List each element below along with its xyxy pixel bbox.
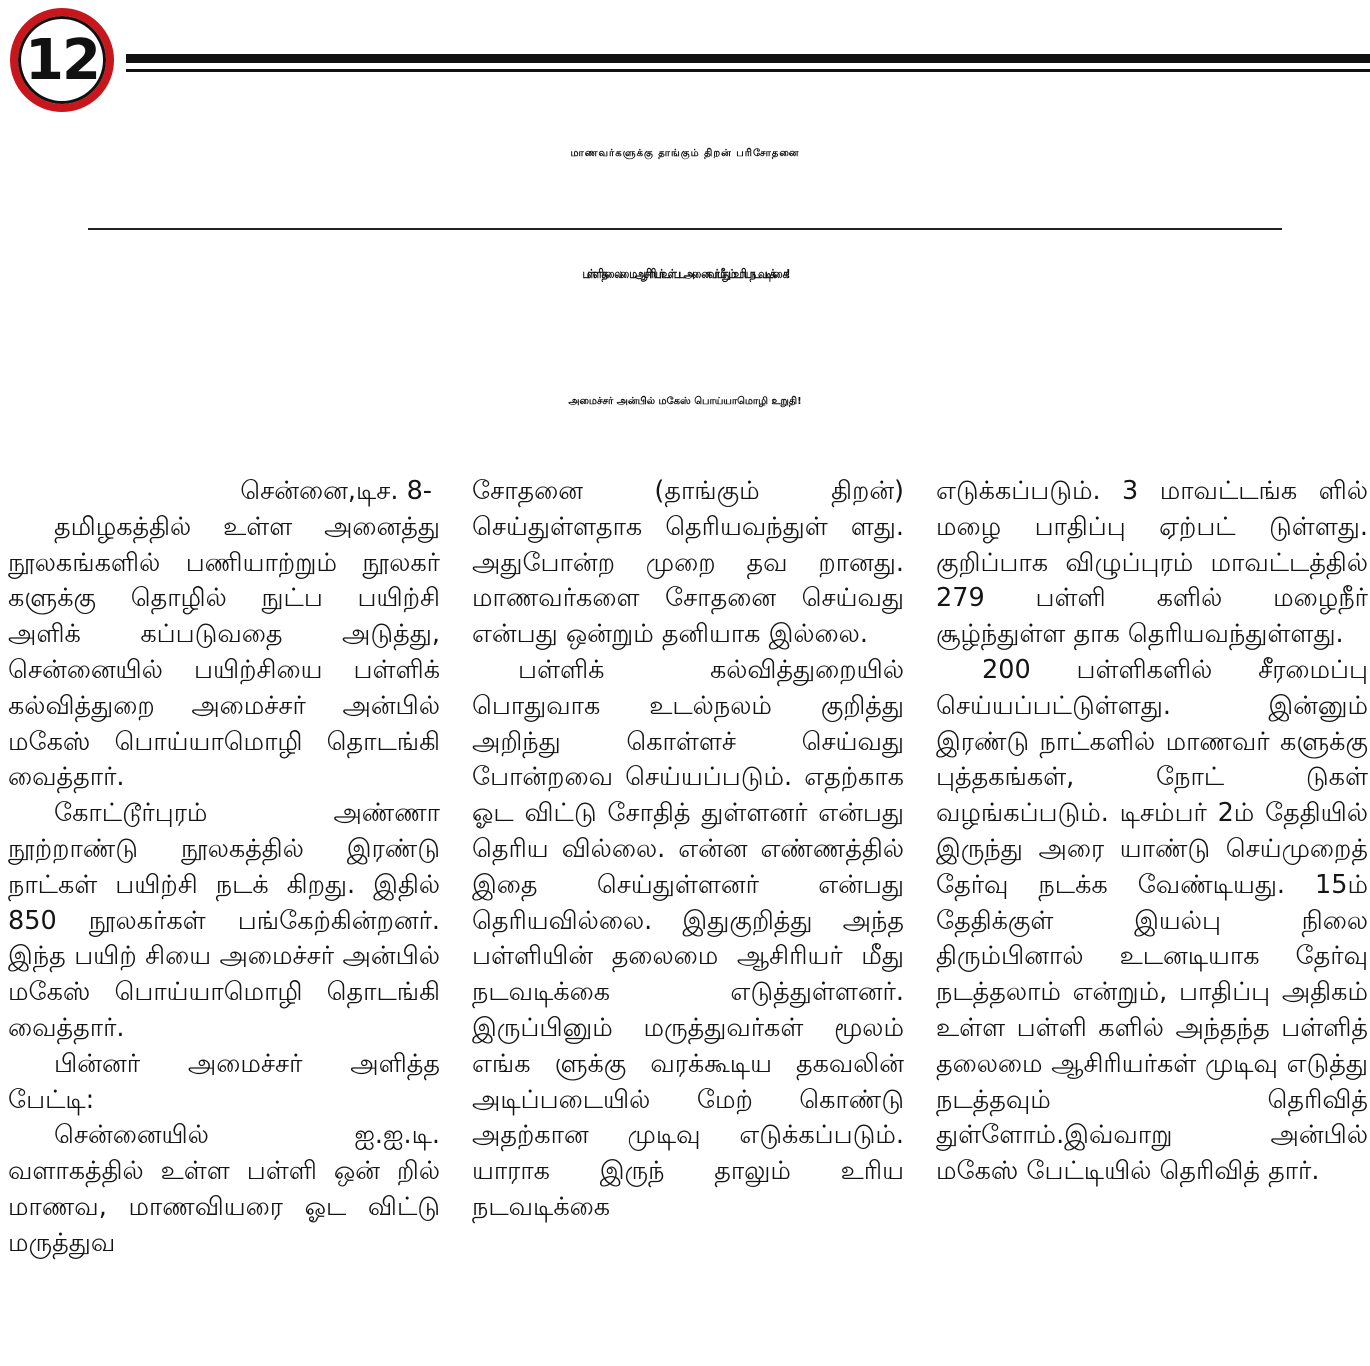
page-number: 12 bbox=[25, 27, 99, 93]
paragraph: சோதனை (தாங்கும் திறன்) செய்துள்ளதாக தெரியவந்துள் ளது. அதுபோன்ற முறை தவ றானது. மாணவர்களை சோதனை செய்வது என்பது ஒன்றும் தனியாக இல்லை. bbox=[472, 476, 904, 650]
paragraph: எடுக்கப்படும். 3 மாவட்டங்க ளில் மழை பாதிப்பு ஏற்பட் டுள்ளது. குறிப்பாக விழுப்புரம் மாவட்டத்தில் 279 பள்ளி களில் மழைநீர் சூழ்ந்துள்ள தாக தெரியவந்துள்ளது. bbox=[936, 476, 1368, 650]
article-column-3 bbox=[936, 474, 1368, 1364]
main-headline: பள்ளி தலைமை ஆசிரியர் உள்பட அனைவர் மீதும் உரிய நடவடிக்கை! bbox=[582, 268, 788, 282]
kicker-headline: மாணவர்களுக்கு தாங்கும் திறன் பரிசோதனை bbox=[570, 148, 800, 159]
article-column-1 bbox=[8, 474, 440, 1364]
article-body bbox=[8, 474, 1368, 1364]
paragraph: 200 பள்ளிகளில் சீரமைப்பு செய்யப்பட்டுள்ளது. இன்னும் இரண்டு நாட்களில் மாணவர் களுக்கு புத்தகங்கள், நோட் டுகள் வழங்கப்படும். டிசம்பர் 2ம் தேதியில் இருந்து அரை யாண்டு செய்முறைத் தேர்வு நடக்க வேண்டியது. 15ம் தேதிக்குள் இயல்பு நிலை திரும்பினால் உடனடியாக தேர்வு நடத்தலாம் என்றும், பாதிப்பு அதிகம் உள்ள பள்ளி களில் அந்தந்த பள்ளித் தலைமை ஆசிரியர்கள் முடிவு எடுத்து நடத்தவும் தெரிவித் துள்ளோம்.இவ்வாறு அன்பில் மகேஸ் பேட்டியில் தெரிவித் தார். bbox=[936, 654, 1368, 1187]
header-rule bbox=[126, 54, 1370, 63]
page-number-badge bbox=[10, 8, 114, 112]
paragraph: கோட்டூர்புரம் அண்ணா நூற்றாண்டு நூலகத்தில் இரண்டு நாட்கள் பயிற்சி நடக் கிறது. இதில் 850 நூலகர்கள் பங்கேற்கின்றனர். இந்த பயிற் சியை அமைச்சர் அன்பில் மகேஸ் பொய்யாமொழி தொடங்கி வைத்தார். bbox=[8, 798, 440, 1043]
header-rule-thin bbox=[126, 69, 1370, 72]
article-column-2 bbox=[472, 474, 904, 1364]
paragraph: பின்னர் அமைச்சர் அளித்த பேட்டி: bbox=[8, 1048, 440, 1115]
paragraph: சென்னையில் ஐ.ஐ.டி. வளாகத்தில் உள்ள பள்ளி ஒன் றில் மாணவ, மாணவியரை ஓட விட்டு மருத்துவ bbox=[8, 1120, 440, 1258]
dateline: சென்னை,டிச. 8- bbox=[240, 476, 432, 506]
paragraph: பள்ளிக் கல்வித்துறையில் பொதுவாக உடல்நலம் குறித்து அறிந்து கொள்ளச் செய்வது போன்றவை செய்யப்படும். எதற்காக ஓட விட்டு சோதித் துள்ளனர் என்பது தெரிய வில்லை. என்ன எண்ணத்தில் இதை செய்துள்ளனர் என்பது தெரியவில்லை. இதுகுறித்து அந்த பள்ளியின் தலைமை ஆசிரியர் மீது நடவடிக்கை எடுத்துள்ளனர். இருப்பினும் மருத்துவர்கள் மூலம் எங்க ளுக்கு வரக்கூடிய தகவலின் அடிப்படையில் மேற் கொண்டு அதற்கான முடிவு எடுக்கப்படும். யாராக இருந் தாலும் உரிய நடவடிக்கை bbox=[472, 654, 904, 1222]
kicker-divider bbox=[88, 228, 1282, 230]
sub-headline: அமைச்சர் அன்பில் மகேஸ் பொய்யாமொழி உறுதி! bbox=[568, 396, 802, 407]
paragraph: தமிழகத்தில் உள்ள அனைத்து நூலகங்களில் பணியாற்றும் நூலகர் களுக்கு தொழில் நுட்ப பயிற்சி அளிக் கப்படுவதை அடுத்து, சென்னையில் பயிற்சியை பள்ளிக் கல்வித்துறை அமைச்சர் அன்பில் மகேஸ் பொய்யாமொழி தொடங்கி வைத்தார். bbox=[8, 511, 440, 793]
